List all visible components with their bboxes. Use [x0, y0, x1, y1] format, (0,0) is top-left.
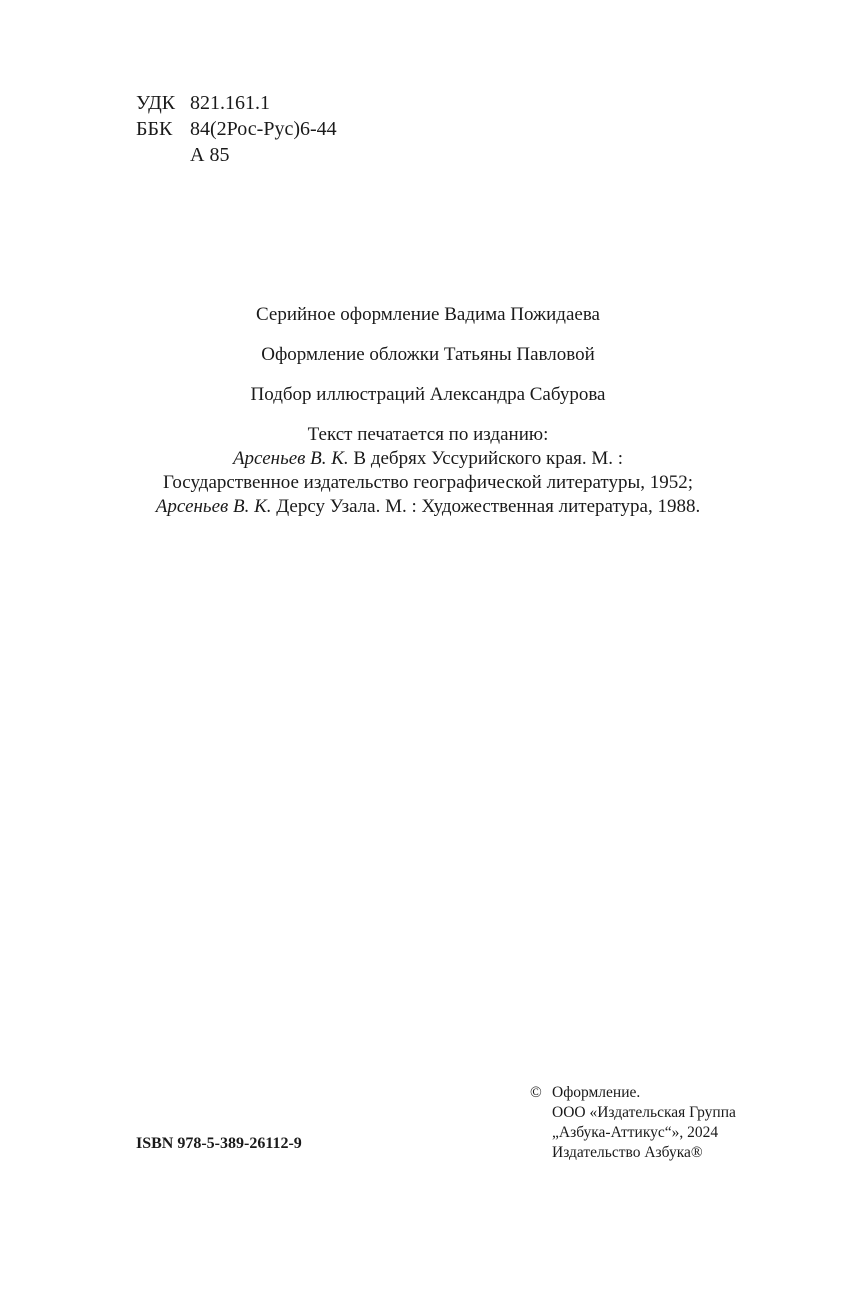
copyright-block	[530, 1083, 736, 1163]
source-1-title: В дебрях Уссурийского края. М. :	[348, 448, 624, 469]
source-1-line	[0, 447, 856, 471]
copyright-symbol: ©	[530, 1084, 542, 1101]
series-design-credit: Серийное оформление Вадима Пожидаева	[256, 304, 600, 325]
bbk-row	[136, 116, 337, 142]
udk-row	[136, 90, 337, 116]
source-1-author: Арсеньев В. К.	[232, 448, 349, 469]
copyright-line-4: Издательство Азбука®	[552, 1144, 703, 1161]
source-2-author: Арсеньев В. К.	[155, 496, 272, 517]
bbk-value: 84(2Рос-Рус)6-44	[190, 118, 337, 140]
source-2-line	[0, 495, 856, 519]
copyright-line-2: ООО «Издательская Группа	[552, 1104, 736, 1121]
udk-value: 821.161.1	[190, 92, 270, 114]
credits-block	[0, 303, 856, 519]
classification-block	[136, 90, 337, 168]
cover-design-credit: Оформление обложки Татьяны Павловой	[261, 344, 595, 365]
udk-label: УДК	[136, 92, 176, 114]
copyright-first-line	[530, 1083, 736, 1103]
source-1-publisher: Государственное издательство географической литературы, 1952;	[163, 472, 693, 493]
source-2-rest: Дерсу Узала. М. : Художественная литература, 1988.	[271, 496, 701, 517]
source-edition-block	[0, 423, 856, 519]
source-intro: Текст печатается по изданию:	[307, 424, 549, 445]
author-mark: А 85	[190, 144, 230, 166]
copyright-line-1: Оформление.	[552, 1084, 641, 1101]
bbk-label: ББК	[136, 118, 173, 140]
isbn: ISBN 978-5-389-26112-9	[136, 1135, 302, 1152]
illustrations-credit: Подбор иллюстраций Александра Сабурова	[250, 384, 606, 405]
copyright-line-3: „Азбука-Аттикус“», 2024	[552, 1124, 719, 1141]
